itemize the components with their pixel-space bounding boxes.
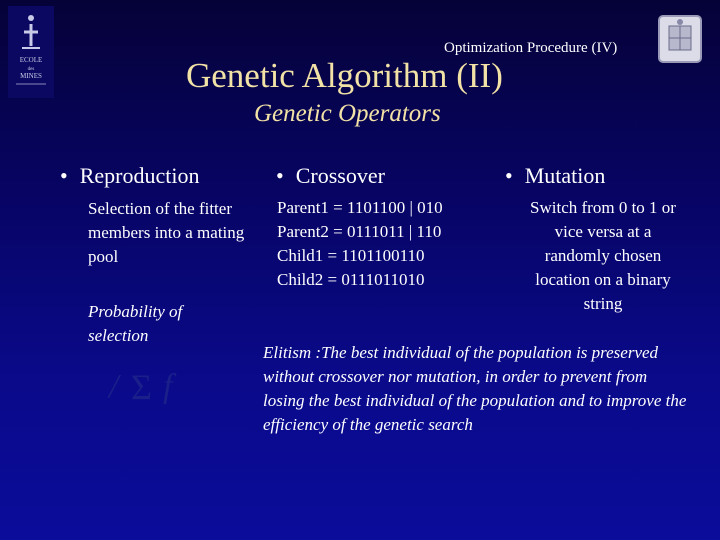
svg-text:f: f	[163, 368, 173, 405]
mutation-description: Switch from 0 to 1 or vice versa at a randomly chosen location on a binary string	[530, 198, 676, 313]
mutation-label: Mutation	[524, 163, 606, 188]
elitism-paragraph: Elitism :The best individual of the population is preserved without crossover nor mutation, in order to prevent from losing the best individual of the population and to improve the efficiency of the genetic search	[263, 343, 687, 434]
child2-line: Child2 = 0111011010	[277, 270, 425, 289]
crossover-heading	[276, 163, 385, 189]
reproduction-label: Reproduction	[79, 163, 200, 188]
mutation-heading	[505, 163, 605, 189]
crossover-label: Crossover	[295, 163, 385, 188]
svg-text:/: /	[109, 368, 119, 405]
bullet: •	[276, 163, 284, 188]
slide-subtitle: Optimization Procedure (IV)	[444, 40, 618, 56]
formula-icon	[103, 363, 183, 409]
section-heading: Genetic Operators	[254, 100, 441, 127]
school-logo-icon	[8, 6, 54, 98]
svg-text:Σ: Σ	[131, 367, 152, 407]
child1-line: Child1 = 1101100110	[277, 246, 425, 265]
parent1-line: Parent1 = 1101100 | 010	[277, 198, 443, 217]
logo-text-line3: MINES	[20, 72, 42, 80]
logo-text-line2: des	[27, 67, 35, 72]
crest-icon	[657, 14, 703, 64]
crossover-example	[277, 196, 443, 292]
bullet: •	[505, 163, 513, 188]
parent2-line: Parent2 = 0111011 | 110	[277, 222, 442, 241]
reproduction-heading	[60, 163, 199, 189]
probability-of-selection: Probability of selection	[88, 302, 183, 345]
bullet: •	[60, 163, 68, 188]
logo-text-line1: ECOLE	[19, 56, 43, 64]
reproduction-description: Selection of the fitter members into a mating pool	[88, 199, 245, 266]
slide-title: Genetic Algorithm (II)	[186, 56, 503, 95]
